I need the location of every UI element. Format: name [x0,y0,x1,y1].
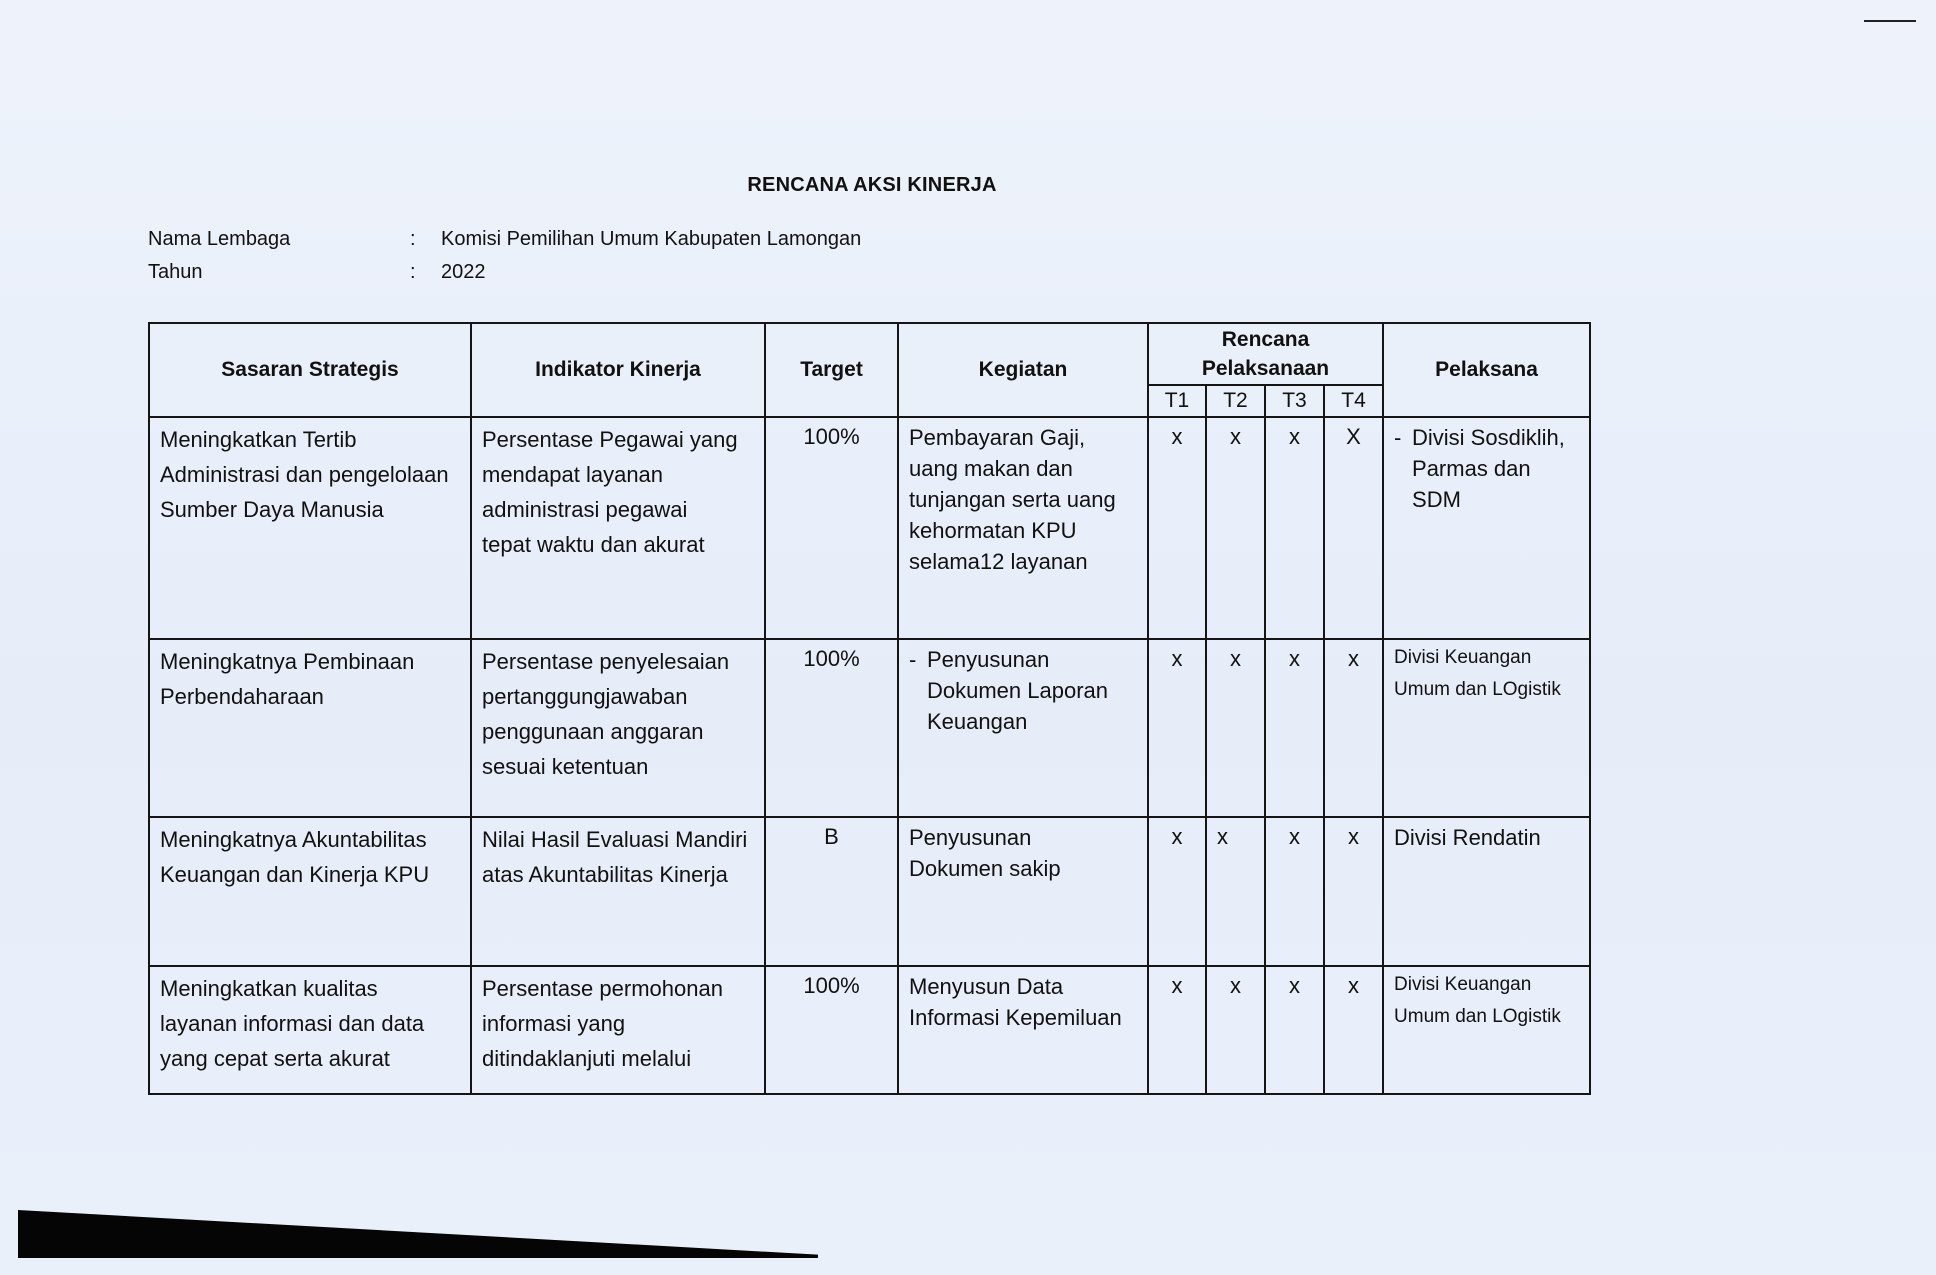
mark-text: x [1230,973,1241,998]
cell-sasaran-text: Meningkatkan Tertib Administrasi dan pengelolaan Sumber Daya Manusia [160,427,449,522]
cell-kegiatan [898,417,1148,639]
cell-indikator-text: Nilai Hasil Evaluasi Mandiri atas Akuntabilitas Kinerja [482,827,748,887]
cell-kegiatan [898,966,1148,1094]
cell-mark-t4 [1324,966,1383,1094]
table-row [149,639,1590,817]
info-colon: : [410,228,416,250]
header-quarter-t2: T2 [1206,385,1265,417]
cell-pelaksana [1383,817,1590,966]
cell-indikator-text: Persentase Pegawai yang mendapat layanan administrasi pegawai tepat waktu dan akurat [482,427,738,557]
cell-mark-t2 [1206,639,1265,817]
header-kegiatan: Kegiatan [898,323,1148,417]
cell-mark-t4 [1324,817,1383,966]
mark-text: x [1171,424,1183,449]
dash-bullet: - [1394,425,1402,450]
table-row [149,817,1590,966]
cell-pelaksana [1383,417,1590,639]
mark-text: x [1289,646,1300,671]
header-quarter-t3: T3 [1265,385,1324,417]
mark-text: x [1217,824,1228,849]
header-pelaksana: Pelaksana [1383,323,1590,417]
cell-target [765,639,898,817]
pelaksana-bullet [1384,418,1589,515]
scan-artifact-line [1864,20,1916,22]
info-value: 2022 [441,261,486,283]
header-rencana-pelaksanaan: Rencana Pelaksanaan [1148,323,1383,385]
cell-target-text: 100% [803,424,860,449]
mark-text: x [1348,646,1359,671]
scan-artifact-black-edge [18,1210,818,1258]
info-value: Komisi Pemilihan Umum Kabupaten Lamongan [441,228,862,250]
info-colon: : [410,261,416,283]
cell-mark-t1 [1148,639,1206,817]
cell-mark-t3 [1265,966,1324,1094]
rencana-aksi-table [148,322,1591,1095]
cell-kegiatan-text: Penyusunan Dokumen sakip [909,825,1061,881]
cell-sasaran [149,639,471,817]
cell-mark-t3 [1265,639,1324,817]
table-row [149,417,1590,639]
cell-indikator [471,966,765,1094]
cell-pelaksana-text: Divisi Keuangan Umum dan LOgistik [1394,647,1561,700]
cell-mark-t3 [1265,417,1324,639]
cell-sasaran-text: Meningkatnya Akuntabilitas Keuangan dan Kinerja KPU [160,827,430,887]
cell-pelaksana-text: Divisi Keuangan Umum dan LOgistik [1394,974,1561,1027]
cell-indikator [471,817,765,966]
header-target: Target [765,323,898,417]
mark-text: x [1230,646,1241,671]
cell-target-text: B [824,824,839,849]
cell-kegiatan-text: Menyusun Data Informasi Kepemiluan [909,974,1122,1030]
cell-kegiatan-text: Pembayaran Gaji, uang makan dan tunjangan serta uang kehormatan KPU selama12 layanan [909,425,1116,574]
header-sasaran-strategis: Sasaran Strategis [149,323,471,417]
header-quarter-t1: T1 [1148,385,1206,417]
cell-sasaran [149,817,471,966]
info-label: Nama Lembaga [148,228,291,250]
mark-text: x [1348,824,1359,849]
document-title: RENCANA AKSI KINERJA [747,174,997,196]
mark-text: x [1289,973,1300,998]
cell-indikator [471,417,765,639]
cell-mark-t1 [1148,817,1206,966]
cell-pelaksana [1383,639,1590,817]
mark-text: x [1348,973,1359,998]
cell-pelaksana-text: Divisi Rendatin [1394,825,1541,850]
dash-bullet: - [909,647,917,672]
cell-pelaksana-text: Divisi Sosdiklih, Parmas dan SDM [1412,425,1565,512]
cell-sasaran [149,417,471,639]
cell-kegiatan-text: Penyusunan Dokumen Laporan Keuangan [927,647,1109,734]
cell-kegiatan [898,639,1148,817]
cell-mark-t2 [1206,966,1265,1094]
mark-text: x [1230,424,1241,449]
mark-text: x [1289,424,1300,449]
mark-text: x [1171,973,1183,998]
cell-mark-t2 [1206,817,1265,966]
header-indikator-kinerja: Indikator Kinerja [471,323,765,417]
cell-pelaksana [1383,966,1590,1094]
mark-text: x [1171,824,1183,849]
cell-mark-t1 [1148,966,1206,1094]
cell-kegiatan [898,817,1148,966]
cell-sasaran [149,966,471,1094]
cell-indikator-text: Persentase penyelesaian pertanggungjawaban penggunaan anggaran sesuai ketentuan [482,649,730,779]
mark-text: x [1171,646,1183,671]
cell-indikator [471,639,765,817]
table-row [149,966,1590,1094]
info-label: Tahun [148,261,203,283]
cell-sasaran-text: Meningkatkan kualitas layanan informasi dan data yang cepat serta akurat [160,976,425,1071]
cell-indikator-text: Persentase permohonan informasi yang ditindaklanjuti melalui [482,976,723,1071]
header-quarter-t4: T4 [1324,385,1383,417]
cell-mark-t2 [1206,417,1265,639]
cell-target [765,417,898,639]
kegiatan-bullet [899,640,1147,737]
cell-mark-t1 [1148,417,1206,639]
mark-text: X [1346,424,1361,449]
cell-target [765,966,898,1094]
mark-text: x [1289,824,1300,849]
cell-target-text: 100% [803,973,860,998]
cell-mark-t4 [1324,417,1383,639]
cell-target-text: 100% [803,646,860,671]
cell-mark-t4 [1324,639,1383,817]
cell-sasaran-text: Meningkatnya Pembinaan Perbendaharaan [160,649,415,709]
cell-target [765,817,898,966]
cell-mark-t3 [1265,817,1324,966]
